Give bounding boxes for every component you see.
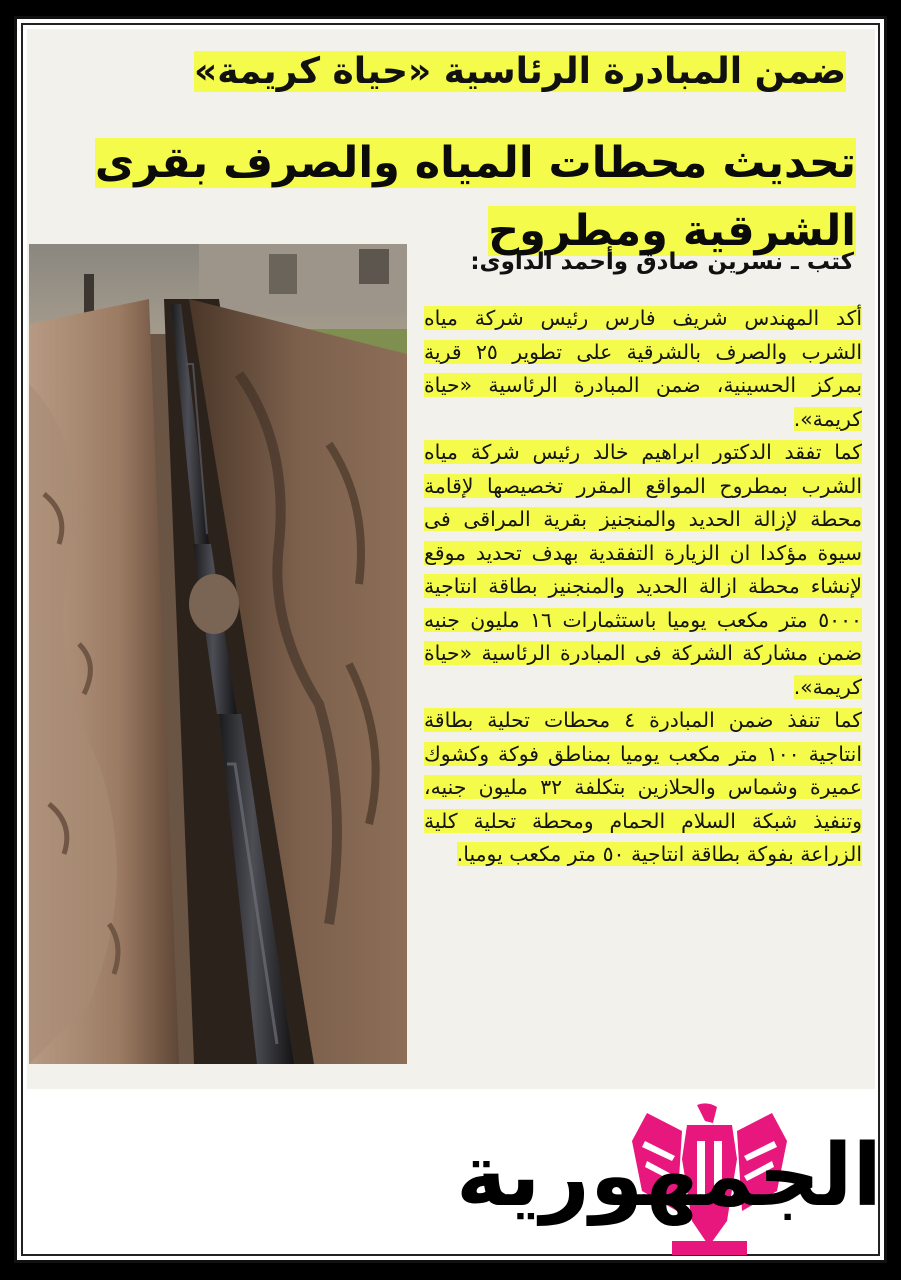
article-paragraph: كما تنفذ ضمن المبادرة ٤ محطات تحلية بطاقة انتاجية ١٠٠ متر مكعب يوميا بمناطق فوكة وكشوك عميرة وشماس والحلازين بتكلفة ٣٢ مليون جنيه، وتنفيذ شبكة السلام الحمام ومحطة تحلية كلية الزراعة بفوكة بطاقة انتاجية ٥٠ متر مكعب يوميا. [424,708,862,866]
masthead-name: الجمهورية [455,1126,882,1226]
trench-pipe-photo [29,244,407,1064]
masthead-logo [455,1101,882,1261]
article-paragraph: أكد المهندس شريف فارس رئيس شركة مياه الشرب والصرف بالشرقية على تطوير ٢٥ قرية بمركز الحسينية، ضمن المبادرة الرئاسية «حياة كريمة». [424,306,862,431]
article-kicker: ضمن المبادرة الرئاسية «حياة كريمة» [193,51,846,92]
article-body [424,302,862,872]
article-headline: تحديث محطات المياه والصرف بقرى الشرقية ومطروح [94,138,856,256]
article-byline: كتب ـ نسرين صادق وأحمد الداوى: [470,249,854,275]
article-photo [29,244,407,1064]
article-paragraph: كما تفقد الدكتور ابراهيم خالد رئيس شركة مياه الشرب بمطروح المواقع المقرر تخصيصها لإقامة محطة لإزالة الحديد والمنجنيز بقرية المراقى فى سيوة مؤكدا ان الزيارة التفقدية بهدف تحديد موقع لإنشاء محطة ازالة الحديد والمنجنيز بطاقة انتاجية ٥٠٠٠ متر مكعب يوميا باستثمارات ١٦ مليون جنيه ضمن مشاركة الشركة فى المبادرة الرئاسية «حياة كريمة». [424,440,862,699]
page-frame [14,16,887,1263]
